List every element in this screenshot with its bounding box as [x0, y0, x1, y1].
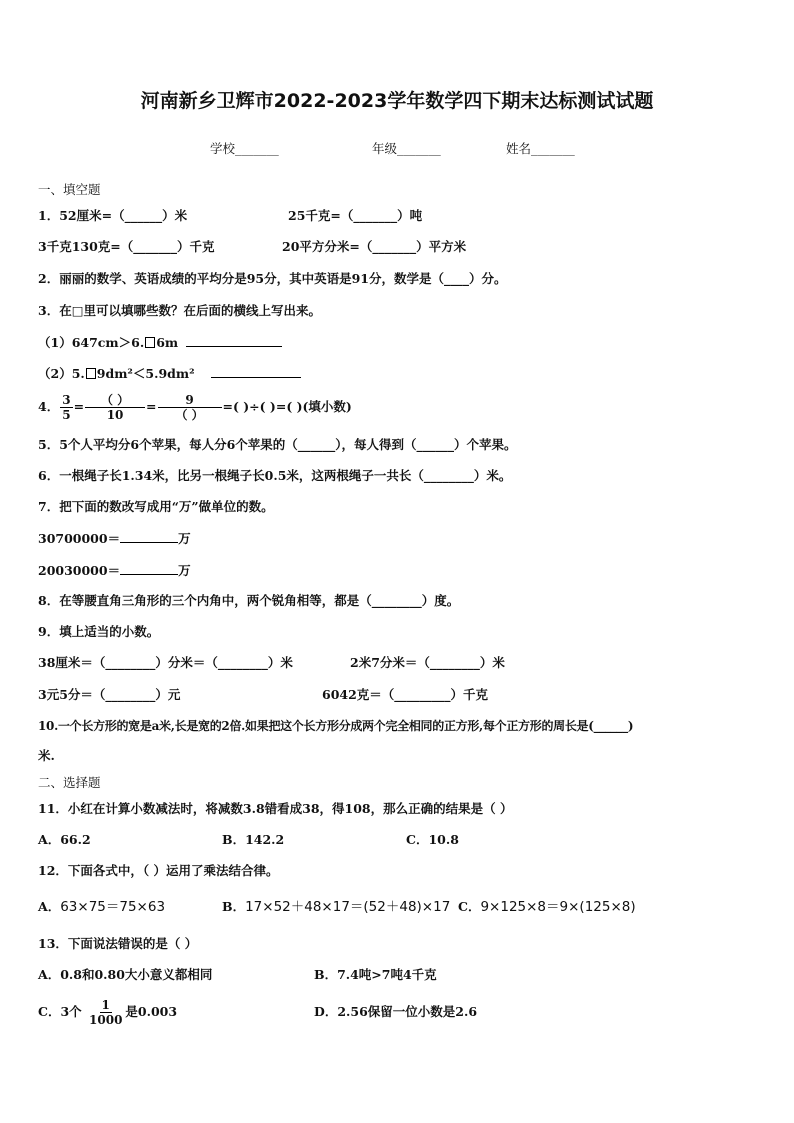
fraction-numerator: 3 — [62, 393, 71, 407]
q13-option-a[interactable]: A．0.8和0.80大小意义都相同 — [38, 967, 213, 982]
question-10-continued: 米. — [38, 748, 55, 763]
page-title: 河南新乡卫辉市2022-2023学年数学四下期末达标测试试题 — [140, 90, 654, 112]
question-9b: 2米7分米＝（________）米 — [350, 655, 505, 670]
option-prefix: C．3个 — [38, 1004, 82, 1019]
q11-option-c[interactable]: C．10.8 — [406, 832, 459, 847]
fraction-denominator: 5 — [62, 408, 71, 422]
fraction-blank-10 — [85, 393, 145, 422]
q7b-number: 20030000＝ — [38, 563, 121, 578]
question-8: 8．在等腰直角三角形的三个内角中，两个锐角相等，都是（________）度。 — [38, 593, 460, 608]
fraction-numerator: 1 — [101, 998, 110, 1012]
question-3-part-2 — [38, 364, 301, 383]
blank-box-icon — [145, 337, 155, 348]
question-12: 12．下面各式中，（ ）运用了乘法结合律。 — [38, 863, 279, 878]
fraction-1-1000 — [87, 998, 124, 1027]
question-3: 3．在□里可以填哪些数？在后面的横线上写出来。 — [38, 303, 322, 318]
fraction-denominator: （ ） — [175, 408, 204, 422]
q4-label: 4． — [38, 399, 60, 414]
question-11: 11．小红在计算小数减法时，将减数3.8错看成38，得108，那么正确的结果是（ ） — [38, 801, 513, 816]
question-6: 6．一根绳子长1.34米，比另一根绳子长0.5米，这两根绳子一共长（________）米。 — [38, 468, 512, 483]
question-9d: 6042克＝（_________）千克 — [322, 687, 489, 702]
fraction-9-blank — [158, 393, 222, 422]
q12-option-b[interactable] — [222, 898, 450, 916]
option-label: A． — [38, 899, 61, 914]
question-10: 10.一个长方形的宽是a米,长是宽的2倍.如果把这个长方形分成两个完全相同的正方形,每个正方形的周长是(______) — [38, 719, 634, 733]
equals-sign: = — [73, 399, 85, 414]
equals-sign: = — [146, 399, 157, 414]
q13-option-d[interactable]: D．2.56保留一位小数是2.6 — [314, 1004, 478, 1019]
question-7b — [38, 561, 191, 580]
answer-line[interactable] — [211, 364, 301, 378]
question-13: 13．下面说法错误的是（ ） — [38, 936, 198, 951]
option-label: B． — [222, 899, 246, 914]
question-4 — [38, 392, 352, 422]
option-expression: 9×125×8＝9×(125×8) — [480, 899, 636, 915]
option-suffix: 是0.003 — [125, 1004, 178, 1019]
blank-box-icon — [86, 368, 96, 379]
q12-option-c[interactable] — [458, 898, 636, 916]
name-field[interactable]: 姓名_______ — [506, 141, 575, 156]
question-1c: 3千克130克=（_______）千克 — [38, 239, 215, 254]
question-7a — [38, 529, 191, 548]
q11-option-b[interactable]: B．142.2 — [222, 832, 285, 847]
fraction-denominator: 10 — [106, 408, 124, 422]
q12-option-a[interactable] — [38, 898, 165, 916]
fraction-numerator: 9 — [158, 393, 222, 408]
question-1d: 20平方分米=（_______）平方米 — [282, 239, 467, 254]
question-2: 2．丽丽的数学、英语成绩的平均分是95分，其中英语是91分，数学是（____）分。 — [38, 271, 507, 286]
q11-option-a[interactable]: A．66.2 — [38, 832, 91, 847]
q13-option-b[interactable]: B．7.4吨>7吨4千克 — [314, 967, 437, 982]
q7a-unit: 万 — [178, 531, 191, 546]
question-9a: 38厘米＝（________）分米＝（________）米 — [38, 655, 293, 670]
q3-1-suffix: 6m — [156, 335, 179, 350]
fraction-3-5 — [60, 393, 72, 422]
fraction-numerator: （ ） — [85, 393, 145, 408]
section-fill-blank-heading: 一、填空题 — [38, 182, 101, 197]
section-choice-heading: 二、选择题 — [38, 775, 101, 790]
q4-tail: =( )÷( )=( )(填小数) — [222, 399, 352, 414]
q13-option-c[interactable] — [38, 997, 177, 1027]
question-7: 7．把下面的数改写成用“万”做单位的数。 — [38, 499, 274, 514]
question-1a: 1．52厘米=（______）米 — [38, 208, 188, 223]
school-field[interactable]: 学校_______ — [210, 141, 279, 156]
option-expression: 17×52＋48×17＝(52＋48)×17 — [245, 899, 451, 915]
answer-line[interactable] — [186, 333, 282, 347]
option-expression: 63×75＝75×63 — [60, 899, 166, 915]
question-9: 9．填上适当的小数。 — [38, 624, 160, 639]
question-3-part-1 — [38, 333, 282, 352]
question-1b: 25千克=（_______）吨 — [288, 208, 423, 223]
answer-line[interactable] — [120, 529, 178, 543]
q7b-unit: 万 — [178, 563, 191, 578]
q3-1-prefix: （1）647cm＞6. — [38, 335, 145, 350]
q3-2-prefix: （2）5. — [38, 366, 85, 381]
q3-2-suffix: 9dm²＜5.9dm² — [96, 366, 195, 381]
question-5: 5．5个人平均分6个苹果，每人分6个苹果的（______），每人得到（______）个苹果。 — [38, 437, 517, 452]
option-label: C． — [458, 899, 481, 914]
answer-line[interactable] — [120, 561, 178, 575]
question-9c: 3元5分＝（________）元 — [38, 687, 181, 702]
grade-field[interactable]: 年级_______ — [372, 141, 441, 156]
q7a-number: 30700000＝ — [38, 531, 121, 546]
fraction-denominator: 1000 — [89, 1013, 123, 1027]
